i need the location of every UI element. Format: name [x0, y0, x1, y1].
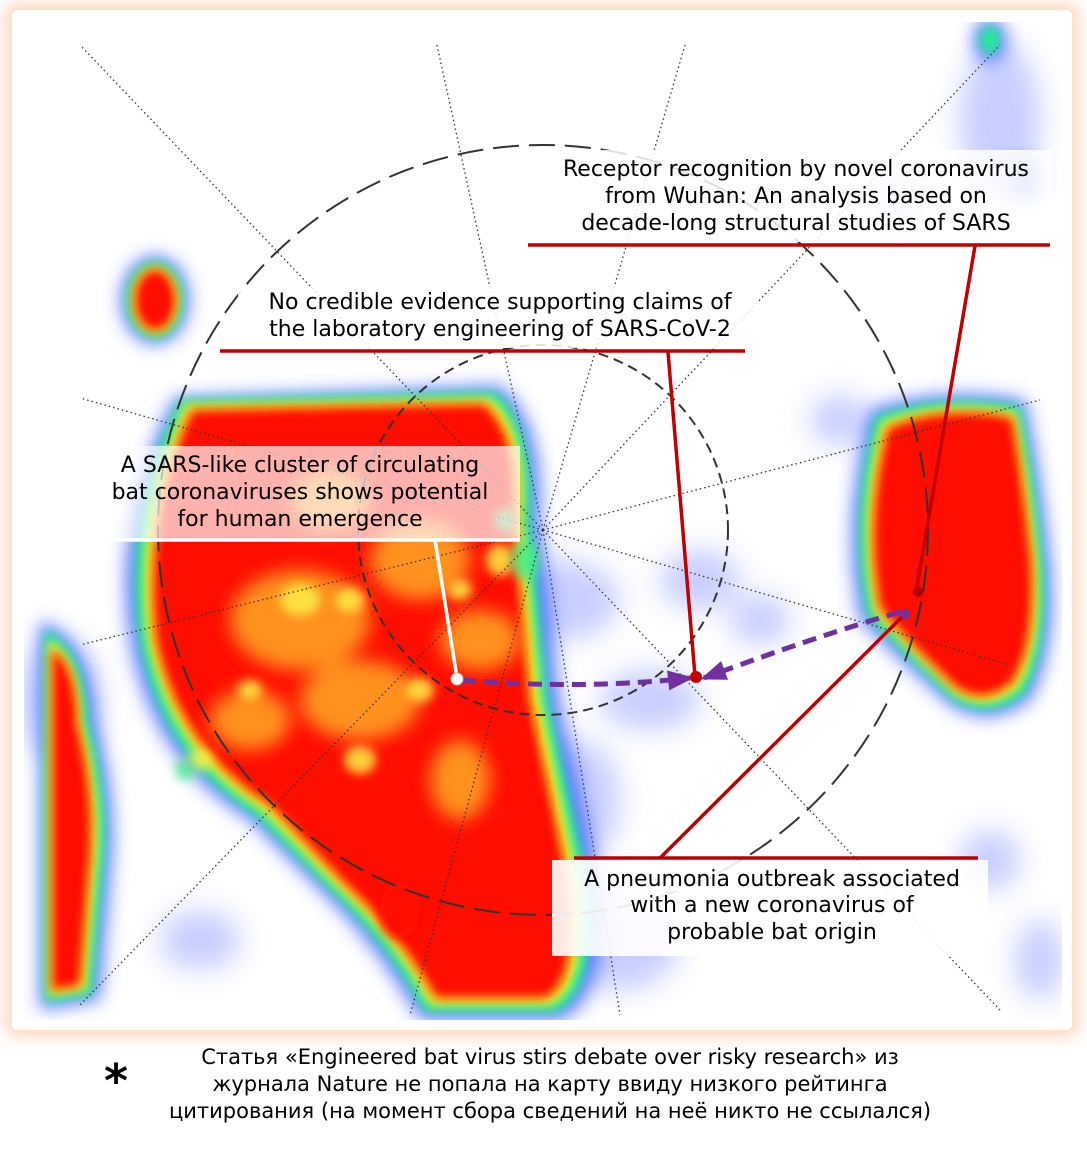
no-evidence-point: [690, 671, 702, 683]
sars-cluster-line-2: bat coronaviruses shows potential: [111, 480, 489, 505]
footnote-line-1: Статья «Engineered bat virus stirs debate over risky research» из: [201, 1045, 899, 1069]
pneumonia-line-3: probable bat origin: [667, 920, 877, 945]
pneumonia-line-1: A pneumonia outbreak associated: [584, 867, 960, 892]
pneumonia-point: [900, 609, 910, 619]
footnote-line-2: журнала Nature не попала на карту ввиду низкого рейтинга: [212, 1072, 888, 1096]
sars-cluster-line-3: for human emergence: [177, 507, 423, 532]
no-evidence-line-1: No credible evidence supporting claims of: [268, 290, 732, 315]
footnote-asterisk: *: [104, 1054, 129, 1108]
receptor-line-2: from Wuhan: An analysis based on: [605, 184, 987, 209]
sars-cluster-point: [451, 673, 463, 685]
pneumonia-line-2: with a new coronavirus of: [630, 893, 914, 918]
footnote-text: [100, 1044, 1000, 1125]
no-evidence-line-2: the laboratory engineering of SARS-CoV-2: [269, 317, 731, 342]
footnote-line-3: цитирования (на момент сбора сведений на неё никто не ссылался): [168, 1099, 932, 1123]
receptor-line-3: decade-long structural studies of SARS: [581, 211, 1011, 236]
receptor-line-1: Receptor recognition by novel coronavirus: [563, 157, 1029, 182]
sars-cluster-line-1: A SARS-like cluster of circulating: [120, 453, 480, 478]
receptor-point: [913, 587, 923, 597]
